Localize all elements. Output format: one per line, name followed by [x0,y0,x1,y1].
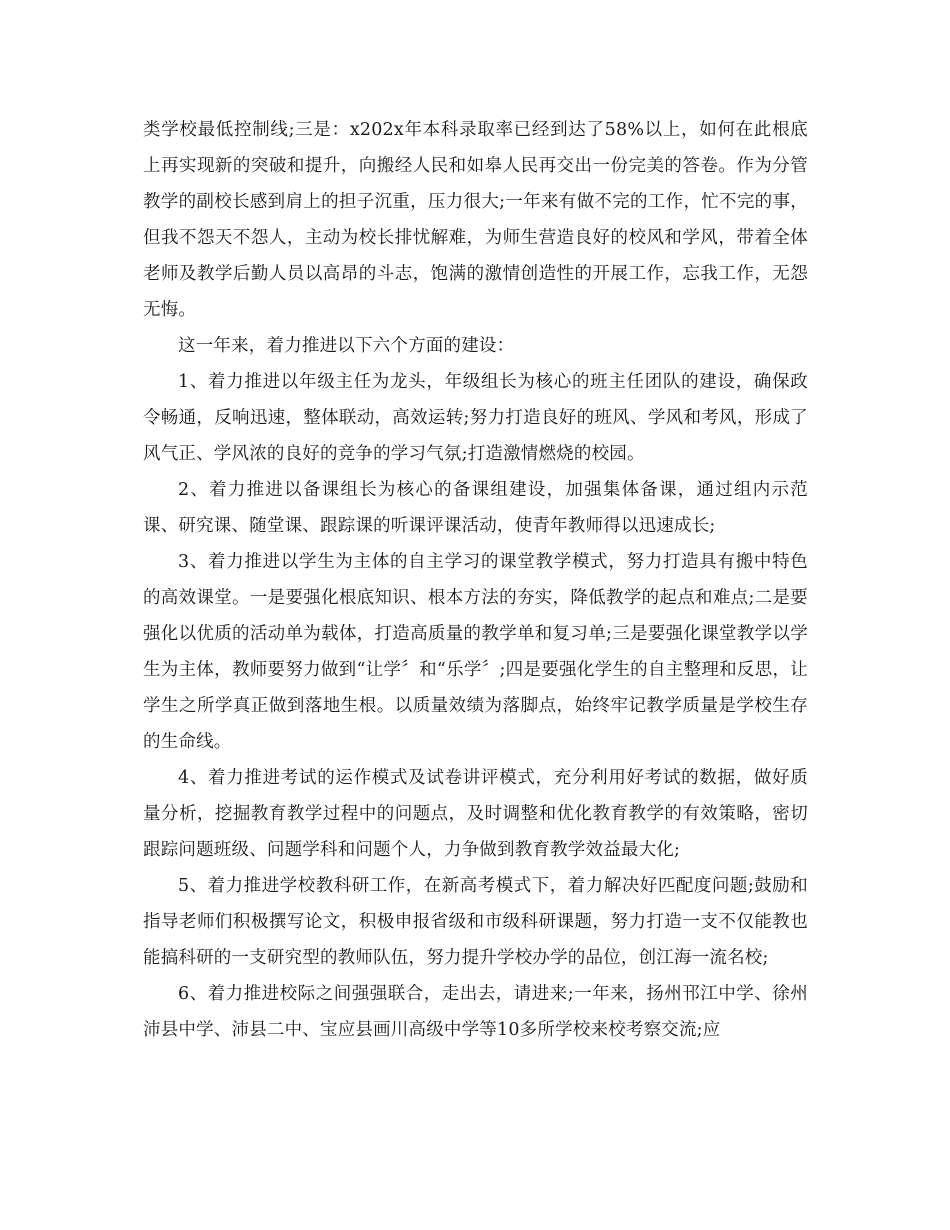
document-body [143,112,808,1048]
paragraph-item-1: 1、着力推进以年级主任为龙头，年级组长为核心的班主任团队的建设，确保政令畅通，反响迅速，整体联动，高效运转;努力打造良好的班风、学风和考风，形成了风气正、学风浓的良好的竞争的学习气氛;打造激情燃烧的校园。 [143,372,808,464]
paragraph-continuation: 类学校最低控制线;三是：x202x年本科录取率已经到达了58%以上，如何在此根底上再实现新的突破和提升，向搬经人民和如皋人民再交出一份完美的答卷。作为分管教学的副校长感到肩上的担子沉重，压力很大;一年来有做不完的工作，忙不完的事，但我不怨天不怨人，主动为校长排忧解难，为师生营造良好的校风和学风，带着全体老师及教学后勤人员以高昂的斗志，饱满的激情创造性的开展工作，忘我工作，无怨无悔。 [143,120,808,320]
paragraph-item-2: 2、着力推进以备课组长为核心的备课组建设，加强集体备课，通过组内示范课、研究课、随堂课、跟踪课的听课评课活动，使青年教师得以迅速成长; [143,480,808,536]
paragraph-item-3: 3、着力推进以学生为主体的自主学习的课堂教学模式，努力打造具有搬中特色的高效课堂。一是要强化根底知识、根本方法的夯实，降低教学的起点和难点;二是要强化以优质的活动单为载体，打造高质量的教学单和复习单;三是要强化课堂教学以学生为主体，教师要努力做到“让学〞和“乐学〞;四是要强化学生的自主整理和反思，让学生之所学真正做到落地生根。以质量效绩为落脚点，始终牢记教学质量是学校生存的生命线。 [143,552,808,752]
paragraph-intro: 这一年来，着力推进以下六个方面的建设： [178,336,515,356]
paragraph-item-5: 5、着力推进学校教科研工作，在新高考模式下，着力解决好匹配度问题;鼓励和指导老师们积极撰写论文，积极申报省级和市级科研课题，努力打造一支不仅能教也能搞科研的一支研究型的教师队伍，努力提升学校办学的品位，创江海一流名校; [143,876,808,968]
paragraph-item-6: 6、着力推进校际之间强强联合，走出去，请进来;一年来，扬州邗江中学、徐州沛县中学、沛县二中、宝应县画川高级中学等10多所学校来校考察交流;应 [143,984,808,1040]
paragraph-item-4: 4、着力推进考试的运作模式及试卷讲评模式，充分利用好考试的数据，做好质量分析，挖掘教育教学过程中的问题点，及时调整和优化教育教学的有效策略，密切跟踪问题班级、问题学科和问题个人，力争做到教育教学效益最大化; [143,768,808,860]
